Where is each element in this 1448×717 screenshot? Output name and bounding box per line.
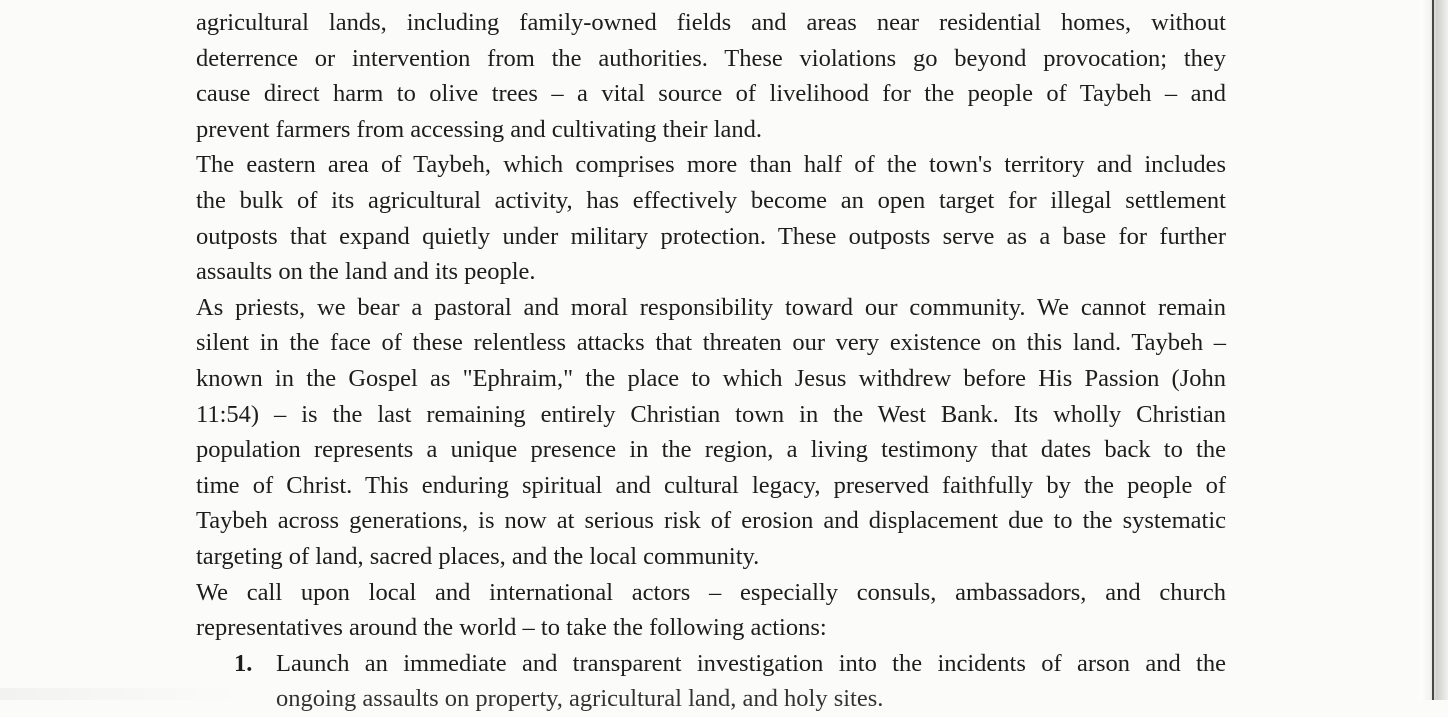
paragraph-1-line-2: deterrence or intervention from the authorities. These violations go beyond provocation; they — [196, 44, 1226, 72]
list-item-1 — [196, 646, 1226, 682]
list-item-number: 1. — [234, 649, 253, 677]
list-item-1-line-2: ongoing assaults on property, agricultural land, and holy sites. — [276, 685, 884, 713]
paragraph-3-line-2: silent in the face of these relentless attacks that threaten our very existence on this land. Taybeh – — [196, 329, 1226, 357]
paragraph-2-line-2: the bulk of its agricultural activity, has effectively become an open target for illegal settlement — [196, 186, 1226, 214]
list-item-1-line-1: Launch an immediate and transparent investigation into the incidents of arson and the — [276, 649, 1226, 677]
paragraph-3-line-5: population represents a unique presence in the region, a living testimony that dates back to the — [196, 436, 1226, 464]
paragraph-3-line-4: 11:54) – is the last remaining entirely Christian town in the West Bank. Its wholly Christian — [196, 400, 1226, 428]
document-body — [196, 0, 1226, 717]
paragraph-1-line-3: cause direct harm to olive trees – a vital source of livelihood for the people of Taybeh – and — [196, 80, 1226, 108]
scanned-page-edge — [1420, 0, 1448, 700]
list-item-1-continued — [196, 681, 1226, 717]
paragraph-2-line-3: outposts that expand quietly under military protection. These outposts serve as a base for further — [196, 222, 1226, 250]
paragraph-1-line-4: prevent farmers from accessing and cultivating their land. — [196, 115, 763, 143]
paragraph-2-line-1: The eastern area of Taybeh, which comprises more than half of the town's territory and includes — [196, 151, 1226, 179]
paragraph-3-line-7: Taybeh across generations, is now at serious risk of erosion and displacement due to the systematic — [196, 507, 1226, 535]
page-border-line — [1432, 0, 1434, 700]
paragraph-2-line-4: assaults on the land and its people. — [196, 258, 536, 286]
paragraph-4-line-1: We call upon local and international actors – especially consuls, ambassadors, and church — [196, 578, 1226, 606]
paragraph-3-line-6: time of Christ. This enduring spiritual and cultural legacy, preserved faithfully by the people of — [196, 471, 1226, 499]
paragraph-1-line-1: agricultural lands, including family-owned fields and areas near residential homes, without — [196, 9, 1226, 36]
paragraph-3-line-8: targeting of land, sacred places, and the local community. — [196, 542, 760, 570]
paragraph-4-line-2: representatives around the world – to take the following actions: — [196, 614, 827, 642]
paragraph-3-line-3: known in the Gospel as "Ephraim," the place to which Jesus withdrew before His Passion (John — [196, 364, 1226, 392]
paragraph-3-line-1: As priests, we bear a pastoral and moral responsibility toward our community. We cannot remain — [196, 293, 1226, 321]
